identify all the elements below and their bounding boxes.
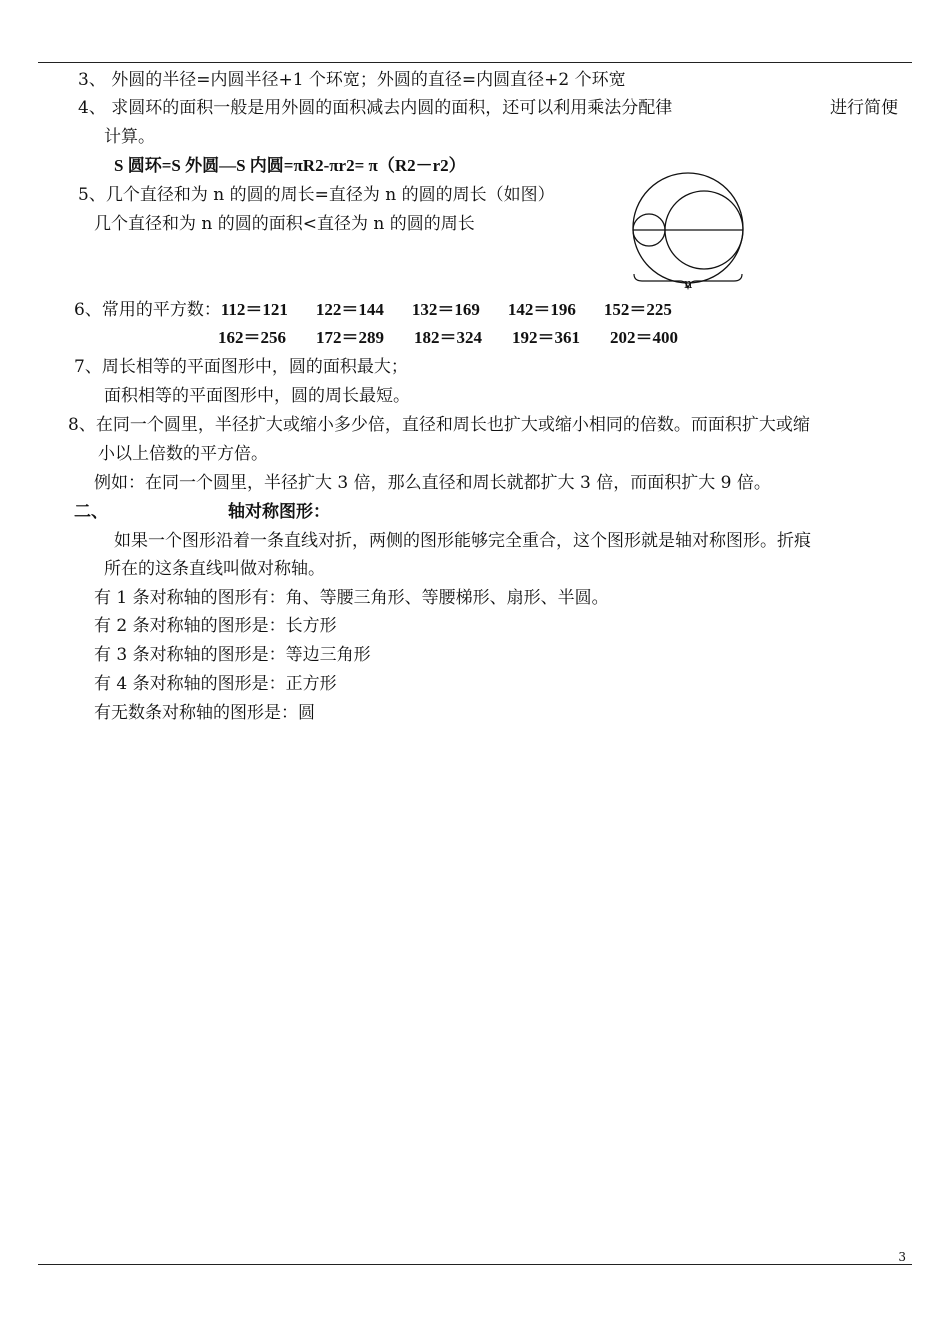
point-6-prefix: 6、常用的平方数：	[74, 300, 221, 320]
top-rule	[38, 62, 912, 63]
square-11: 112＝121	[220, 300, 288, 319]
axis-definition-line-1: 如果一个图形沿着一条直线对折，两侧的图形能够完全重合，这个图形就是轴对称图形。折痕	[114, 531, 811, 551]
page-number: 3	[898, 1250, 906, 1264]
square-12: 122＝144	[315, 300, 384, 319]
square-16: 162＝256	[218, 328, 286, 347]
square-13: 132＝169	[411, 300, 480, 319]
point-5-line-1: 5、几个直径和为 n 的圆的周长=直径为 n 的圆的周长（如图）	[78, 185, 555, 205]
section-2-number: 二、	[74, 502, 108, 521]
point-8-line-2: 小以上倍数的平方倍。	[98, 444, 268, 464]
figure-label-n: n	[684, 277, 693, 292]
square-17: 172＝289	[316, 328, 384, 347]
point-4-line-1: 4、 求圆环的面积一般是用外圆的面积减去内圆的面积，还可以利用乘法分配律	[78, 98, 673, 118]
section-2-title: 轴对称图形：	[228, 502, 330, 521]
point-7-line-1: 7、周长相等的平面图形中，圆的面积最大；	[74, 357, 408, 377]
one-axis-shapes: 有 1 条对称轴的图形有：角、等腰三角形、等腰梯形、扇形、半圆。	[94, 588, 609, 608]
square-20: 202＝400	[610, 328, 678, 347]
point-5-line-2: 几个直径和为 n 的圆的面积<直径为 n 的圆的周长	[94, 214, 475, 234]
four-axis-shapes: 有 4 条对称轴的图形是：正方形	[94, 674, 337, 694]
point-8-example: 例如：在同一个圆里，半径扩大 3 倍，那么直径和周长就都扩大 3 倍，而面积扩大 9 倍。	[94, 473, 771, 493]
circles-diagram	[626, 170, 750, 294]
square-18: 182＝324	[414, 328, 482, 347]
point-4-line-1-end: 进行简便	[830, 98, 898, 118]
point-8-line-1: 8、在同一个圆里，半径扩大或缩小多少倍，直径和周长也扩大或缩小相同的倍数。而面积扩大或缩	[68, 415, 810, 435]
ring-area-formula: S 圆环=S 外圆—S 内圆=πR2-πr2= π（R2－r2）	[114, 156, 466, 175]
square-15: 152＝225	[603, 300, 672, 319]
point-6	[74, 299, 700, 321]
axis-definition-line-2: 所在的这条直线叫做对称轴。	[104, 559, 325, 579]
point-7-line-2: 面积相等的平面图形中，圆的周长最短。	[104, 386, 410, 406]
point-3: 3、 外圆的半径=内圆半径+1 个环宽；外圆的直径=内圆直径+2 个环宽	[78, 70, 626, 90]
point-4-line-2: 计算。	[104, 127, 155, 147]
two-axis-shapes: 有 2 条对称轴的图形是：长方形	[94, 616, 337, 636]
bottom-rule	[38, 1264, 912, 1265]
outer-circle	[633, 173, 743, 283]
point-6-row-2	[218, 327, 708, 349]
three-axis-shapes: 有 3 条对称轴的图形是：等边三角形	[94, 645, 371, 665]
infinite-axis-shapes: 有无数条对称轴的图形是：圆	[94, 703, 315, 723]
square-14: 142＝196	[507, 300, 576, 319]
square-19: 192＝361	[512, 328, 580, 347]
